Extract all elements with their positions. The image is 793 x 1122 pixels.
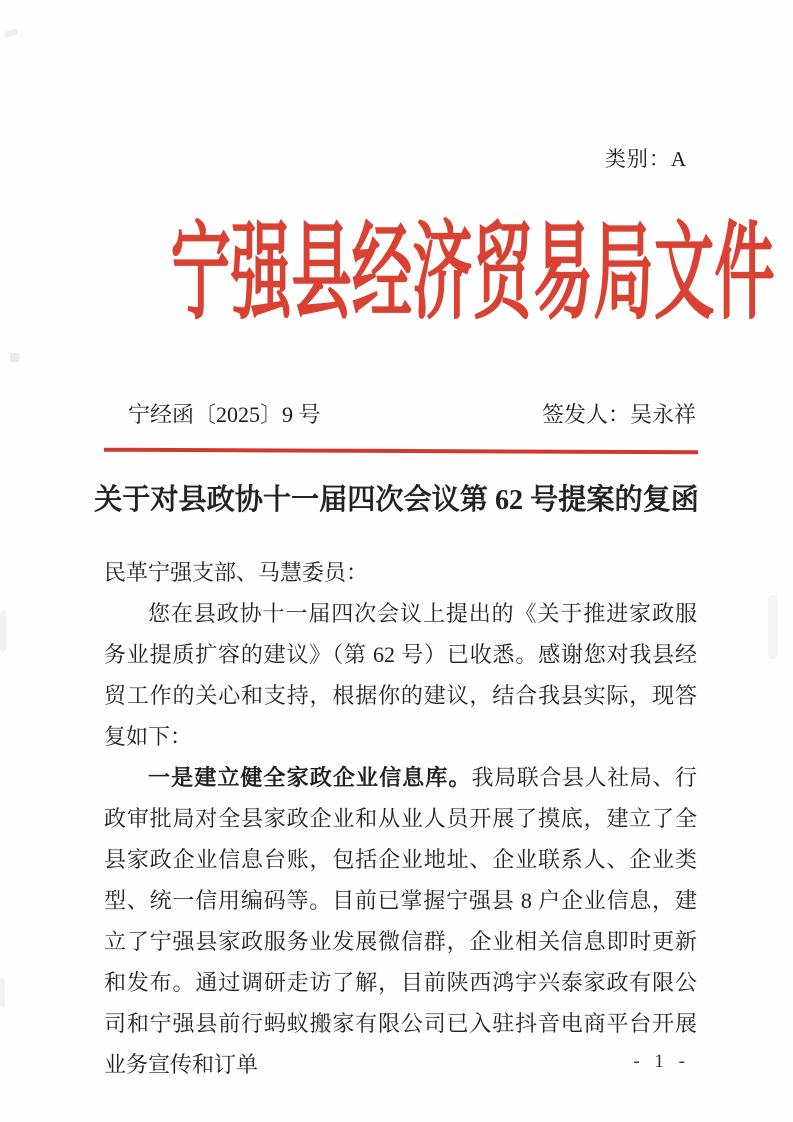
page-number: - 1 -	[633, 1051, 690, 1072]
salutation: 民革宁强支部、马慧委员：	[104, 560, 369, 585]
document-title: 关于对县政协十一届四次会议第 62 号提案的复函	[94, 484, 699, 516]
scan-artifact	[3, 28, 18, 38]
body-paragraph	[104, 757, 697, 1085]
issuer-name: 签发人：吴永祥	[541, 402, 696, 427]
category-label: 类别：A	[604, 147, 687, 171]
body-paragraph	[104, 593, 697, 757]
scan-artifact	[0, 610, 6, 652]
document-info-row	[128, 398, 696, 429]
scan-artifact	[10, 353, 19, 362]
paragraph-text: 您在县政协十一届四次会议上提出的《关于推进家政服务业提质扩容的建议》（第 62 号）已收悉。感谢您对我县经贸工作的关心和支持，根据你的建议，结合我县实际，现答复如下：	[104, 601, 697, 749]
document-number: 宁经函〔2025〕9 号	[128, 402, 321, 427]
red-divider-line	[104, 448, 698, 455]
document-body	[104, 552, 697, 1085]
scan-artifact	[0, 978, 5, 1008]
scan-artifact	[768, 595, 777, 659]
paragraph-text: 我局联合县人社局、行政审批局对全县家政企业和从业人员开展了摸底，建立了全县家政企业信息台账，包括企业地址、企业联系人、企业类型、统一信用编码等。目前已掌握宁强县 8 户企业信息，建立了宁强县家政服务业发展微信群，企业相关信息即时更新和发布。通过调研走访了解，目前陕西鸿宇兴泰家政有限公司和宁强县前行蚂蚁搬家有限公司已入驻抖音电商平台开展业务宣传和订单	[104, 765, 697, 1077]
masthead-title: 宁强县经济贸易局文件	[170, 215, 775, 332]
paragraph-lead-bold: 一是建立健全家政企业信息库。	[148, 765, 472, 790]
body-paragraphs	[104, 593, 697, 1085]
